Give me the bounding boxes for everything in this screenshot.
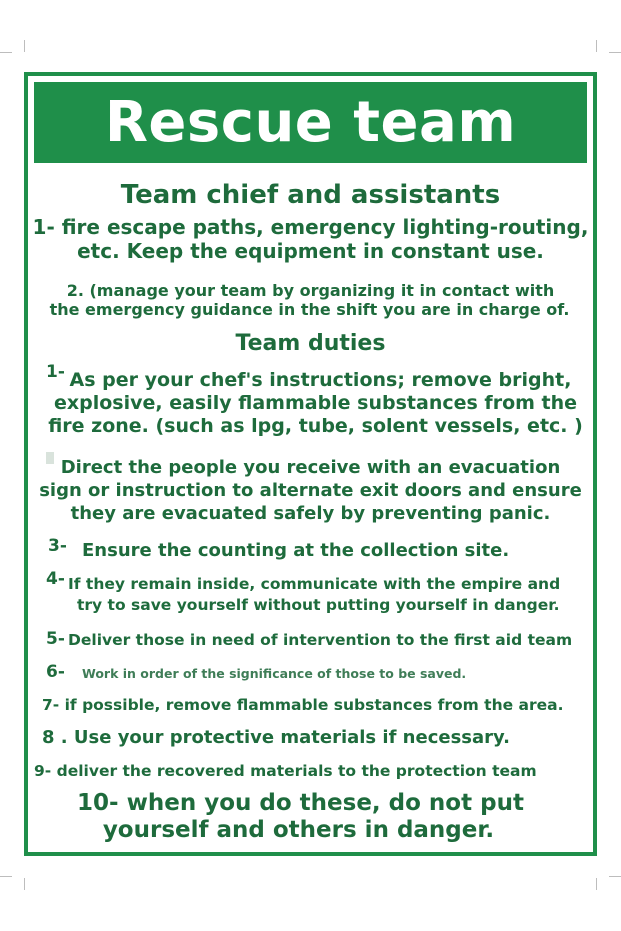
- sign-title: Rescue team: [104, 90, 517, 155]
- duty-4-line-2: try to save yourself without putting yourself in danger.: [77, 596, 560, 614]
- crop-mark: [609, 876, 621, 877]
- crop-mark: [609, 52, 621, 53]
- duty-1-line-2: explosive, easily flammable substances from the: [53, 392, 578, 414]
- duty-5-number: 5-: [46, 629, 65, 649]
- duty-5-text: Deliver those in need of intervention to the first aid team: [68, 631, 573, 649]
- duty-7-text: 7- if possible, remove flammable substances from the area.: [42, 696, 564, 714]
- chief-item-1-line-1: 1- fire escape paths, emergency lighting-routing,: [32, 215, 589, 239]
- crop-mark: [24, 878, 25, 890]
- chief-item-1-line-2: etc. Keep the equipment in constant use.: [77, 239, 544, 263]
- section-heading-duties: Team duties: [235, 331, 386, 356]
- duty-4-number: 4-: [46, 569, 65, 589]
- duty-8-text: 8 . Use your protective materials if necessary.: [42, 727, 510, 748]
- duty-9-text: 9- deliver the recovered materials to the protection team: [34, 762, 537, 780]
- duty-4-line-1: If they remain inside, communicate with the empire and: [68, 575, 561, 593]
- crop-mark: [596, 878, 597, 890]
- duty-3-number: 3-: [48, 536, 67, 556]
- duty-1-line-1: As per your chef's instructions; remove bright,: [69, 369, 572, 391]
- duty-1-number: 1-: [46, 362, 65, 382]
- crop-mark: [0, 52, 12, 53]
- chief-item-2-line-1: 2. (manage your team by organizing it in contact with: [66, 281, 555, 300]
- duty-6-text: Work in order of the significance of those to be saved.: [82, 666, 467, 681]
- duty-3-text: Ensure the counting at the collection site.: [82, 540, 510, 561]
- chief-item-2-line-2: the emergency guidance in the shift you are in charge of.: [49, 300, 570, 319]
- crop-mark: [0, 876, 12, 877]
- duty-10-line-1: 10- when you do these, do not put: [77, 790, 524, 816]
- crop-mark: [24, 40, 25, 52]
- rescue-team-sign: [24, 72, 597, 856]
- section-heading-chief: Team chief and assistants: [120, 180, 501, 210]
- duty-2-line-2: sign or instruction to alternate exit doors and ensure: [39, 480, 582, 501]
- duty-2-line-1: Direct the people you receive with an evacuation: [60, 457, 561, 478]
- duty-1-line-3: fire zone. (such as lpg, tube, solent vessels, etc. ): [48, 415, 583, 437]
- duty-10-line-2: yourself and others in danger.: [102, 817, 495, 843]
- crop-mark: [596, 40, 597, 52]
- duty-6-number: 6-: [46, 662, 65, 682]
- title-banner: [34, 82, 587, 163]
- duty-2-line-3: they are evacuated safely by preventing panic.: [70, 503, 551, 524]
